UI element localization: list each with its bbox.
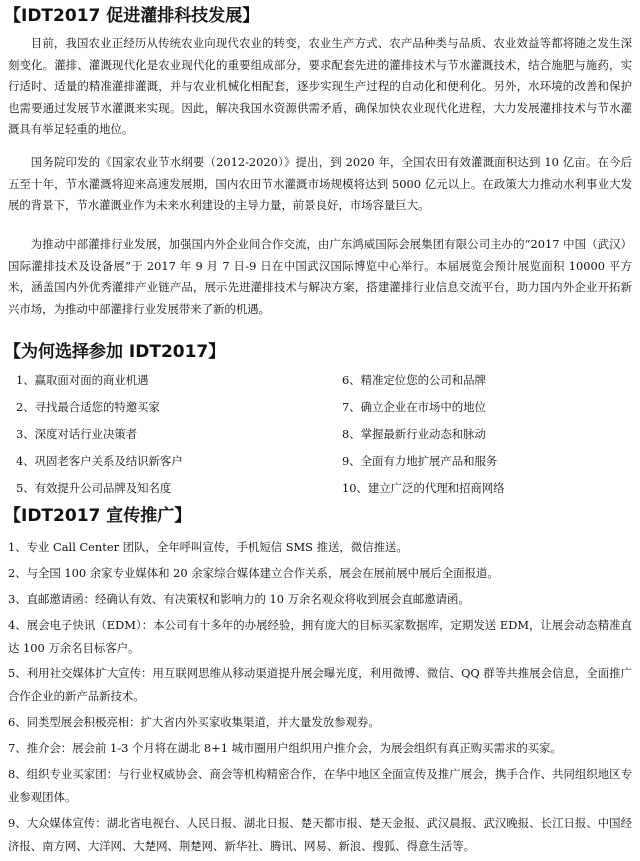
- promotion-item-2: 2、与全国 100 余家专业媒体和 20 余家综合媒体建立合作关系，展会在展前展中展后全面报道。: [8, 566, 499, 580]
- list-item: 2、寻找最合适您的特邀买家: [16, 400, 160, 414]
- list-item: 1、赢取面对面的商业机遇: [16, 373, 149, 387]
- promotion-item-9: 9、大众媒体宣传：湖北省电视台、人民日报、湖北日报、楚天都市报、楚天金报、武汉晨报、武汉晚报、长江日报、中国经济报、南方网、大洋网、大楚网、荆楚网、新华社、腾讯、网易、新浪、搜狐、得意生活等。: [8, 816, 632, 853]
- list-item: 7、确立企业在市场中的地位: [342, 400, 486, 414]
- section-title-why-join: 【为何选择参加 IDT2017】: [4, 342, 226, 362]
- intro-paragraph-2: 国务院印发的《国家农业节水纲要（2012-2020）》提出，到 2020 年，全国农田有效灌溉面积达到 10 亿亩。在今后五至十年，节水灌溉将迎来高速发展期，国内农田节水灌溉市场规模将达到 5000 亿元以上。在政策大力推动水利事业大发展的背景下，节水灌溉业作为未来水利建设的主导力量，前景良好，市场容量巨大。: [8, 155, 632, 213]
- list-item: 3、深度对话行业决策者: [16, 427, 138, 441]
- promotion-item-5: 5、利用社交媒体扩大宣传：用互联网思维从移动渠道提升展会曝光度，利用微博、微信、QQ 群等共推展会信息，全面推广合作企业的新产品新技术。: [8, 666, 632, 703]
- list-item: 5、有效提升公司品牌及知名度: [16, 481, 172, 495]
- intro-paragraph-1: 目前，我国农业正经历从传统农业向现代农业的转变，农业生产方式、农产品种类与品质、农业效益等都将随之发生深刻变化。灌排、灌溉现代化是农业现代化的重要组成部分，要求配套先进的灌排技术与节水灌溉技术，结合施肥与施药，实行适时、适量的精准灌排灌溉，并与农业机械化相配套，逐步实现生产过程的自动化和便利化。另外，水环境的改善和保护也需要通过发展节水灌溉来实现。因此，解决我国水资源供需矛盾，确保加快农业现代化进程，大力发展灌排技术与节水灌溉具有举足轻重的地位。: [8, 36, 632, 137]
- promotion-item-4: 4、展会电子快讯（EDM）：本公司有十多年的办展经验，拥有庞大的目标买家数据库，定期发送 EDM，让展会动态精准直达 100 万余名目标客户。: [8, 618, 632, 655]
- list-item: 6、精准定位您的公司和品牌: [342, 373, 486, 387]
- intro-paragraph-3: 为推动中部灌排行业发展，加强国内外企业间合作交流，由广东鸿威国际会展集团有限公司主办的“2017 中国（武汉）国际灌排技术及设备展”于 2017 年 9 月 7 日-9 日在中国武汉国际博览中心举行。本届展览会预计展览面积 10000 平方米，涵盖国内外优秀灌排产业链产品，展示先进灌排技术与解决方案，搭建灌排行业信息交流平台，助力国内外企业开拓新兴市场，为推动中部灌排行业发展带来了新的机遇。: [8, 237, 632, 316]
- promotion-item-7: 7、推介会：展会前 1-3 个月将在湖北 8+1 城市圈用户组织用户推介会，为展会组织有真正购买需求的买家。: [8, 741, 562, 755]
- promotion-item-6: 6、同类型展会积极亮相：扩大省内外买家收集渠道，并大量发放参观券。: [8, 715, 380, 729]
- list-item: 9、全面有力地扩展产品和服务: [342, 454, 498, 468]
- section-title-promotion: 【IDT2017 宣传推广】: [4, 506, 192, 526]
- promotion-item-8: 8、组织专业买家团：与行业权威协会、商会等机构精密合作，在华中地区全面宣传及推广展会，携手合作、共同组织地区专业参观团体。: [8, 767, 632, 804]
- section-title-irrigation-development: 【IDT2017 促进灌排科技发展】: [4, 6, 260, 26]
- promotion-item-3: 3、直邮邀请函：经确认有效、有决策权和影响力的 10 万余名观众将收到展会直邮邀请函。: [8, 592, 470, 606]
- promotion-item-1: 1、专业 Call Center 团队，全年呼叫宣传，手机短信 SMS 推送，微信推送。: [8, 540, 408, 554]
- list-item: 10、建立广泛的代理和招商网络: [342, 481, 505, 495]
- list-item: 8、掌握最新行业动态和脉动: [342, 427, 486, 441]
- list-item: 4、巩固老客户关系及结识新客户: [16, 454, 183, 468]
